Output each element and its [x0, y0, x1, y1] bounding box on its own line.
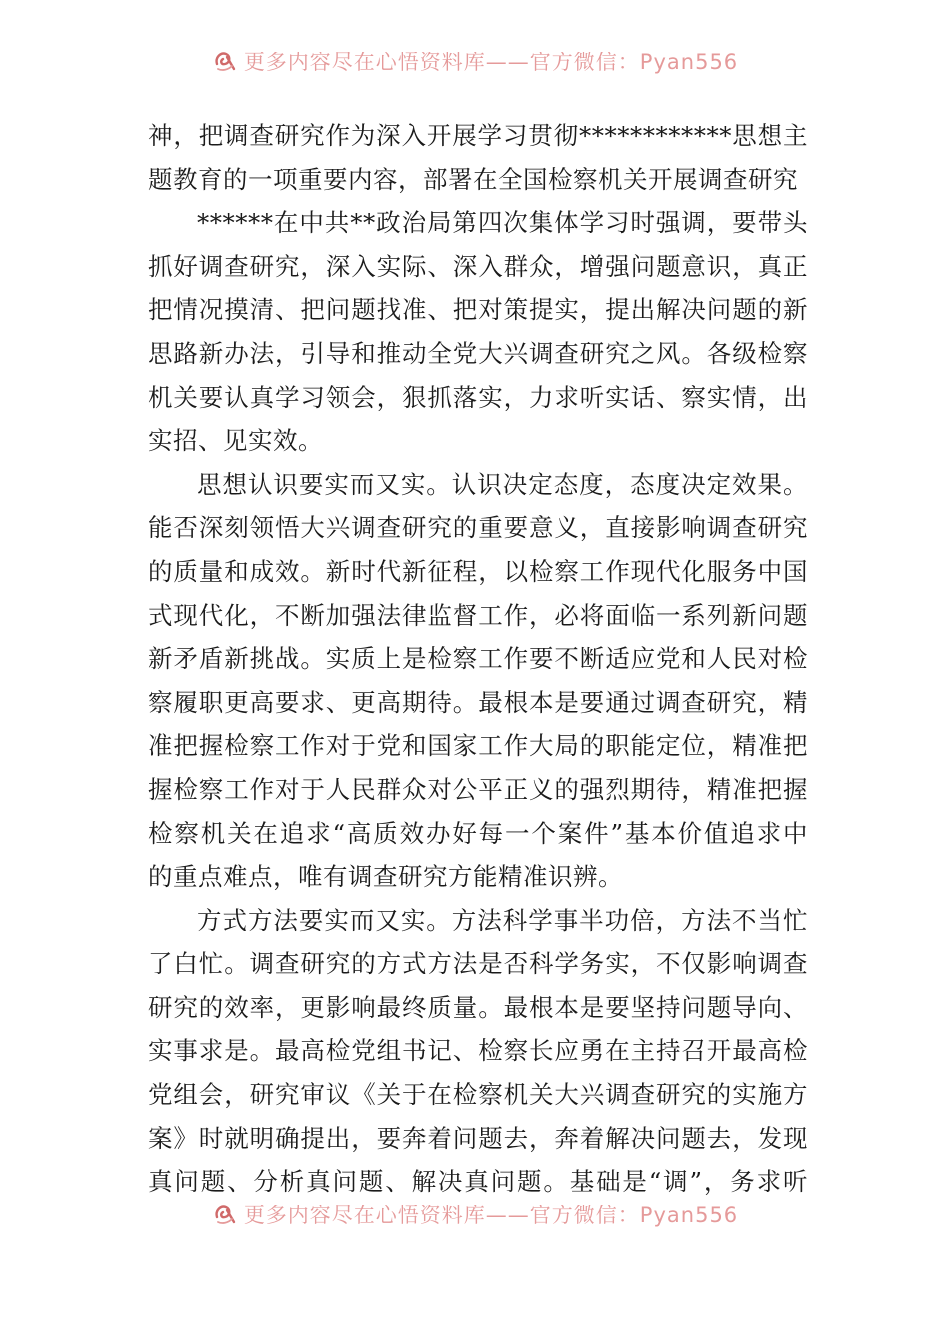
text-line: 抓好调查研究，深入实际、深入群众，增强问题意识，真正	[148, 251, 808, 281]
text-line: 党组会，研究审议《关于在检察机关大兴调查研究的实施方	[148, 1080, 808, 1110]
paragraph	[148, 201, 808, 463]
text-line: 了白忙。调查研究的方式方法是否科学务实，不仅影响调查	[148, 949, 808, 979]
text-line: 察履职更高要求、更高期待。最根本是要通过调查研究，精	[148, 687, 808, 717]
text-line: 把情况摸清、把问题找准、把对策提实，提出解决问题的新	[148, 295, 808, 325]
paragraph	[148, 463, 808, 899]
top-watermark-banner	[0, 52, 950, 88]
brand-logo-icon	[212, 52, 238, 74]
text-line: 研究的效率，更影响最终质量。最根本是要坚持问题导向、	[148, 992, 808, 1022]
paragraph	[148, 114, 808, 201]
text-line: 案》时就明确提出，要奔着问题去，奔着解决问题去，发现	[148, 1123, 808, 1153]
text-line: 机关要认真学习领会，狠抓落实，力求听实话、察实情，出	[148, 382, 808, 412]
brand-logo-icon	[212, 1205, 238, 1227]
text-line: 式现代化，不断加强法律监督工作，必将面临一系列新问题	[148, 600, 808, 630]
text-line: 神，把调查研究作为深入开展学习贯彻************思想主	[148, 121, 808, 150]
text-line: ******在中共**政治局第四次集体学习时强调，要带头	[197, 208, 808, 238]
text-line: 方式方法要实而又实。方法科学事半功倍，方法不当忙	[197, 905, 808, 935]
text-line: 思路新办法，引导和推动全党大兴调查研究之风。各级检察	[148, 338, 808, 368]
text-line: 思想认识要实而又实。认识决定态度，态度决定效果。	[197, 469, 808, 499]
text-line: 实招、见实效。	[148, 426, 323, 456]
text-line: 检察机关在追求“高质效办好每一个案件”基本价值追求中	[148, 818, 808, 848]
paragraph	[148, 899, 808, 1204]
text-line: 的重点难点，唯有调查研究方能精准识辨。	[148, 862, 623, 892]
text-line: 实事求是。最高检党组书记、检察长应勇在主持召开最高检	[148, 1036, 808, 1066]
text-line: 准把握检察工作对于党和国家工作大局的职能定位，精准把	[148, 731, 808, 761]
bottom-watermark-banner	[0, 1205, 950, 1241]
text-line: 新矛盾新挑战。实质上是检察工作要不断适应党和人民对检	[148, 644, 808, 674]
text-line: 的质量和成效。新时代新征程，以检察工作现代化服务中国	[148, 556, 808, 586]
text-line: 能否深刻领悟大兴调查研究的重要意义，直接影响调查研究	[148, 513, 808, 543]
document-body	[148, 114, 808, 1204]
text-line: 题教育的一项重要内容，部署在全国检察机关开展调查研究	[148, 164, 798, 194]
watermark-text: 更多内容尽在心悟资料库——官方微信：Pyan556	[243, 1205, 739, 1227]
text-line: 握检察工作对于人民群众对公平正义的强烈期待，精准把握	[148, 774, 808, 804]
watermark-text: 更多内容尽在心悟资料库——官方微信：Pyan556	[243, 52, 739, 74]
text-line: 真问题、分析真问题、解决真问题。基础是“调”，务求听	[148, 1167, 808, 1197]
